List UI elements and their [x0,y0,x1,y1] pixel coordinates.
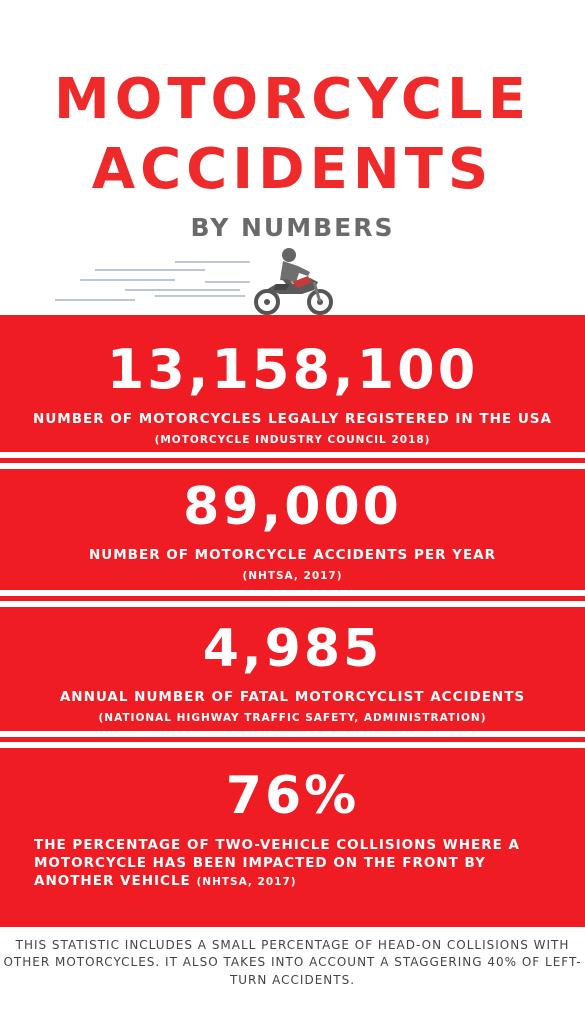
stat-label: THE PERCENTAGE OF TWO-VEHICLE COLLISIONS WHERE A MOTORCYCLE HAS BEEN IMPACTED ON THE FRONT BY ANOTHER VEHICLE [34,837,520,890]
divider-stripe [0,458,585,463]
stat-label: ANNUAL NUMBER OF FATAL MOTORCYCLIST ACCIDENTS [59,689,526,705]
stat-description [0,836,585,891]
stat-card-accidents [0,469,585,590]
motorcycle-rider-icon [252,246,337,318]
stat-value: 4,985 [202,619,383,679]
subtitle: BY NUMBERS [190,213,395,242]
stat-source: (NHTSA, 2017) [196,876,297,889]
divider-stripe [0,596,585,601]
stat-value: 13,158,100 [106,338,479,401]
title-line-2: ACCIDENTS [91,137,494,202]
stat-label: NUMBER OF MOTORCYCLES LEGALLY REGISTERED IN THE USA [33,411,552,427]
stat-value: 89,000 [183,477,402,537]
stat-source: (NHTSA, 2017) [242,569,343,582]
stat-card-registered [0,315,585,452]
stat-source: (MOTORCYCLE INDUSTRY COUNCIL 2018) [154,433,431,446]
stat-label: NUMBER OF MOTORCYCLE ACCIDENTS PER YEAR [88,547,497,563]
stat-card-collisions [0,748,585,927]
footnote: THIS STATISTIC INCLUDES A SMALL PERCENTAGE OF HEAD-ON COLLISIONS WITH OTHER MOTORCYCLES. IT ALSO TAKES INTO ACCOUNT A STAGGERING 40% OF LEFT-TURN ACCIDENTS. [3,938,582,987]
stat-source: (NATIONAL HIGHWAY TRAFFIC SAFETY, ADMINISTRATION) [98,711,487,724]
stat-value: 76% [225,766,360,826]
divider-stripe [0,737,585,742]
title-line-1: MOTORCYCLE [54,67,531,132]
speed-lines-icon [55,258,255,308]
stat-card-fatal [0,607,585,731]
